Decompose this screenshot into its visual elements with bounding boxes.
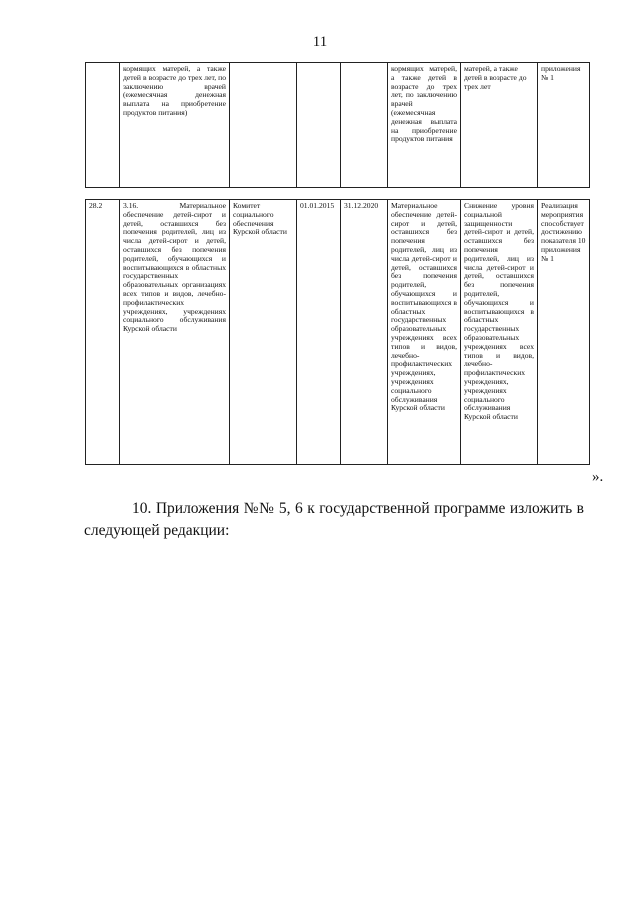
cell-end-date	[341, 63, 388, 188]
cell-consequence: Снижение уровня социальной защищенности детей-сирот и детей, оставшихся без попечения родителей, лиц из числа детей-сирот и детей, оставшихся без попечения родителей, обучающихся и воспитывающихся в областных государственных образовательных учреждениях всех типов и видов, лечебно-профилактических учреждениях, учреждениях социального обслуживания Курской области	[461, 200, 538, 465]
cell-end-date: 31.12.2020	[341, 200, 388, 465]
continued-table-fragment	[85, 62, 590, 188]
table-row	[86, 200, 590, 465]
amendment-paragraph: 10. Приложения №№ 5, 6 к государственной программе изложить в следующей редакции:	[84, 500, 584, 540]
cell-measure: кормящих матерей, а также детей в возрасте до трех лет, по заключению врачей (ежемесячная денежная выплата на приобретение продуктов питания)	[120, 63, 230, 188]
cell-start-date: 01.01.2015	[297, 200, 341, 465]
cell-measure: 3.16. Материальное обеспечение детей-сирот и детей, оставшихся без попечения родителей, лиц из числа детей-сирот и детей, оставшихся без попечения родителей, обучающихся и воспитывающихся в областных государственных образовательных организациях всех типов и видов, лечебно-профилактических учреждениях, учреждениях социального обслуживания Курской области	[120, 200, 230, 465]
cell-indicator-link: Реализация мероприятия способствует достижению показателя 10 приложения № 1	[538, 200, 590, 465]
cell-expected-result: Материальное обеспечение детей-сирот и детей, оставшихся без попечения родителей, лиц из числа детей-сирот и детей, оставшихся без попечения родителей, обучающихся и воспитывающихся в областных государственных образовательных учреждениях всех типов и видов, лечебно-профилактических учреждениях, учреждениях социального обслуживания Курской области	[388, 200, 461, 465]
cell-start-date	[297, 63, 341, 188]
cell-indicator-link: приложения № 1	[538, 63, 590, 188]
cell-number: 28.2	[86, 200, 120, 465]
cell-executor	[230, 63, 297, 188]
cell-executor: Комитет социального обеспечения Курской области	[230, 200, 297, 465]
cell-number	[86, 63, 120, 188]
closing-quote-mark: ».	[592, 469, 604, 485]
program-measures-table	[85, 199, 590, 465]
table-row	[86, 63, 590, 188]
page-number: 11	[312, 34, 328, 50]
cell-expected-result: кормящих матерей, а также детей в возрасте до трех лет, по заключению врачей (ежемесячная денежная выплата на приобретение продуктов питания	[388, 63, 461, 188]
cell-consequence: матерей, а также детей в возрасте до трех лет	[461, 63, 538, 188]
